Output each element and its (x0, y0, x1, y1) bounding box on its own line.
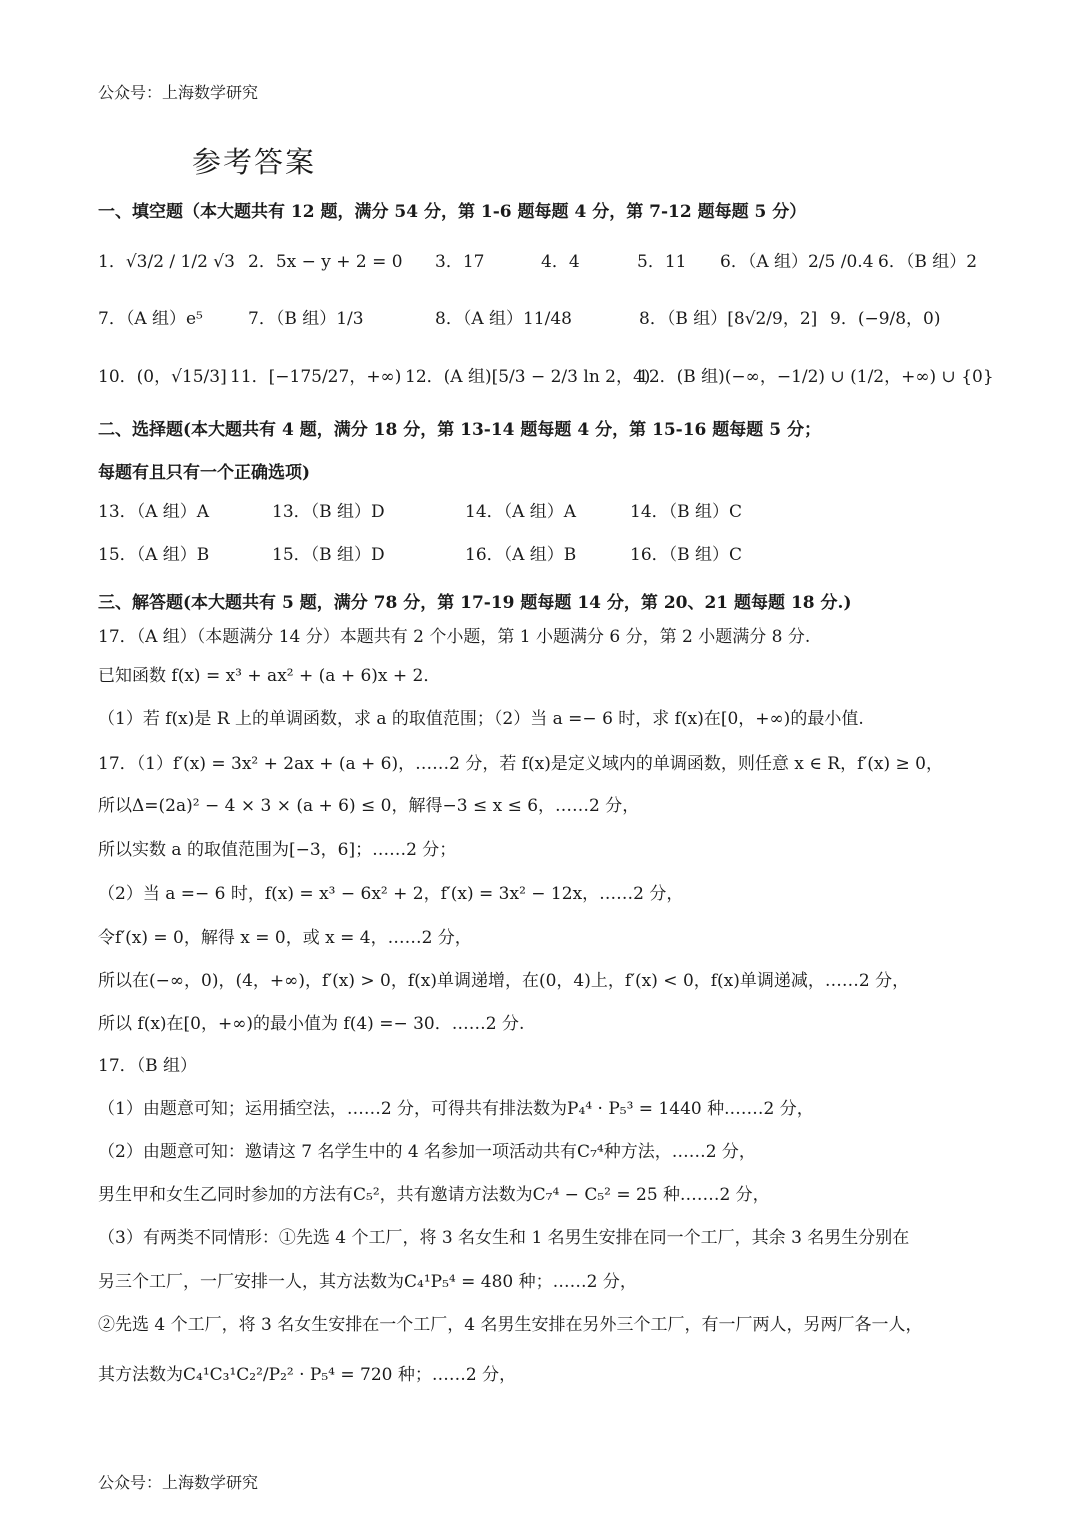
answer-4: 4．4 (541, 252, 580, 272)
answer-11: 11．[−175/27，+∞) (230, 367, 402, 387)
section2-heading-line2: 每题有且只有一个正确选项) (98, 463, 311, 483)
answer-7a: 7．（A 组）e⁵ (98, 309, 203, 329)
answer-16a: 16．（A 组）B (465, 545, 577, 565)
answer-12a: 12．(A 组)[5/3 − 2/3 ln 2，4) (405, 367, 651, 387)
solution-line: 17．（1）f′(x) = 3x² + 2ax + (a + 6)，……2 分，若 f(x)是定义域内的单调函数，则任意 x ∈ R，f′(x) ≥ 0， (98, 754, 943, 774)
solution-line: 所以 f(x)在[0，+∞)的最小值为 f(4) =− 30．……2 分. (98, 1014, 525, 1034)
solution-line: 令f′(x) = 0，解得 x = 0，或 x = 4，……2 分， (98, 928, 472, 948)
answer-13b: 13．（B 组）D (272, 502, 385, 522)
answer-1: 1．√3/2 / 1/2 √3 (98, 252, 235, 272)
answer-13a: 13．（A 组）A (98, 502, 210, 522)
solution-line: 所以Δ=(2a)² − 4 × 3 × (a + 6) ≤ 0，解得−3 ≤ x ≤ 6，……2 分， (98, 796, 640, 816)
answer-12b: 12．(B 组)(−∞，−1/2) ∪ (1/2，+∞) ∪ {0} (638, 367, 994, 387)
answer-8a: 8．（A 组）11/48 (435, 309, 572, 329)
solution-line: 另三个工厂，一厂安排一人，其方法数为C₄¹P₅⁴ = 480 种；……2 分， (98, 1272, 637, 1292)
answer-10: 10．(0，√15/3] (98, 367, 227, 387)
solution-line: 17．（A 组）（本题满分 14 分）本题共有 2 个小题，第 1 小题满分 6 分，第 2 小题满分 8 分. (98, 627, 811, 647)
answer-15a: 15．（A 组）B (98, 545, 210, 565)
page-footer: 公众号：上海数学研究 (98, 1473, 259, 1492)
solution-line: 17．（B 组） (98, 1056, 198, 1076)
page-header: 公众号：上海数学研究 (98, 83, 259, 102)
solution-line: （2）由题意可知：邀请这 7 名学生中的 4 名参加一项活动共有C₇⁴种方法，……2 分， (98, 1142, 756, 1162)
section2-heading: 二、选择题(本大题共有 4 题，满分 18 分，第 13-14 题每题 4 分，第 15-16 题每题 5 分； (98, 420, 821, 440)
section3-heading: 三、解答题(本大题共有 5 题，满分 78 分，第 17-19 题每题 14 分，第 20、21 题每题 18 分.) (98, 593, 852, 613)
answer-3: 3．17 (435, 252, 485, 272)
answer-15b: 15．（B 组）D (272, 545, 385, 565)
answer-14b: 14．（B 组）C (630, 502, 743, 522)
solution-line: （1）若 f(x)是 R 上的单调函数，求 a 的取值范围；（2）当 a =− 6 时，求 f(x)在[0，+∞)的最小值. (98, 709, 864, 729)
answer-6a: 6．（A 组）2/5 /0.4 (720, 252, 874, 272)
answer-16b: 16．（B 组）C (630, 545, 743, 565)
answer-2: 2．5x − y + 2 = 0 (248, 252, 403, 272)
page-title: 参考答案 (192, 145, 317, 179)
answer-7b: 7．（B 组）1/3 (248, 309, 364, 329)
solution-line: （3）有两类不同情形：①先选 4 个工厂，将 3 名女生和 1 名男生安排在同一个工厂，其余 3 名男生分别在 (98, 1228, 910, 1248)
solution-line: ②先选 4 个工厂，将 3 名女生安排在一个工厂，4 名男生安排在另外三个工厂，有一厂两人，另两厂各一人， (98, 1315, 923, 1335)
solution-line: （1）由题意可知；运用插空法，……2 分，可得共有排法数为P₄⁴ · P₅³ = 1440 种.……2 分， (98, 1099, 814, 1119)
section1-heading: 一、填空题（本大题共有 12 题，满分 54 分，第 1-6 题每题 4 分，第 7-12 题每题 5 分） (98, 202, 807, 222)
answer-6b: 6．（B 组）2 (878, 252, 978, 272)
solution-line: 所以在(−∞，0)，(4，+∞)，f′(x) > 0，f(x)单调递增，在(0，4)上，f′(x) < 0，f(x)单调递减，……2 分， (98, 971, 910, 991)
answer-8b: 8．（B 组）[8√2/9，2] (639, 309, 818, 329)
answer-14a: 14．（A 组）A (465, 502, 577, 522)
answer-9: 9．(−9/8，0) (830, 309, 941, 329)
solution-line: 已知函数 f(x) = x³ + ax² + (a + 6)x + 2． (98, 666, 441, 686)
solution-line: （2）当 a =− 6 时，f(x) = x³ − 6x² + 2，f′(x) = 3x² − 12x，……2 分， (98, 884, 684, 904)
solution-line: 其方法数为C₄¹C₃¹C₂²/P₂² · P₅⁴ = 720 种；……2 分， (98, 1365, 517, 1385)
solution-line: 所以实数 a 的取值范围为[−3，6]；……2 分； (98, 840, 457, 860)
solution-line: 男生甲和女生乙同时参加的方法有C₅²，共有邀请方法数为C₇⁴ − C₅² = 25 种.……2 分， (98, 1185, 770, 1205)
answer-5: 5．11 (637, 252, 687, 272)
